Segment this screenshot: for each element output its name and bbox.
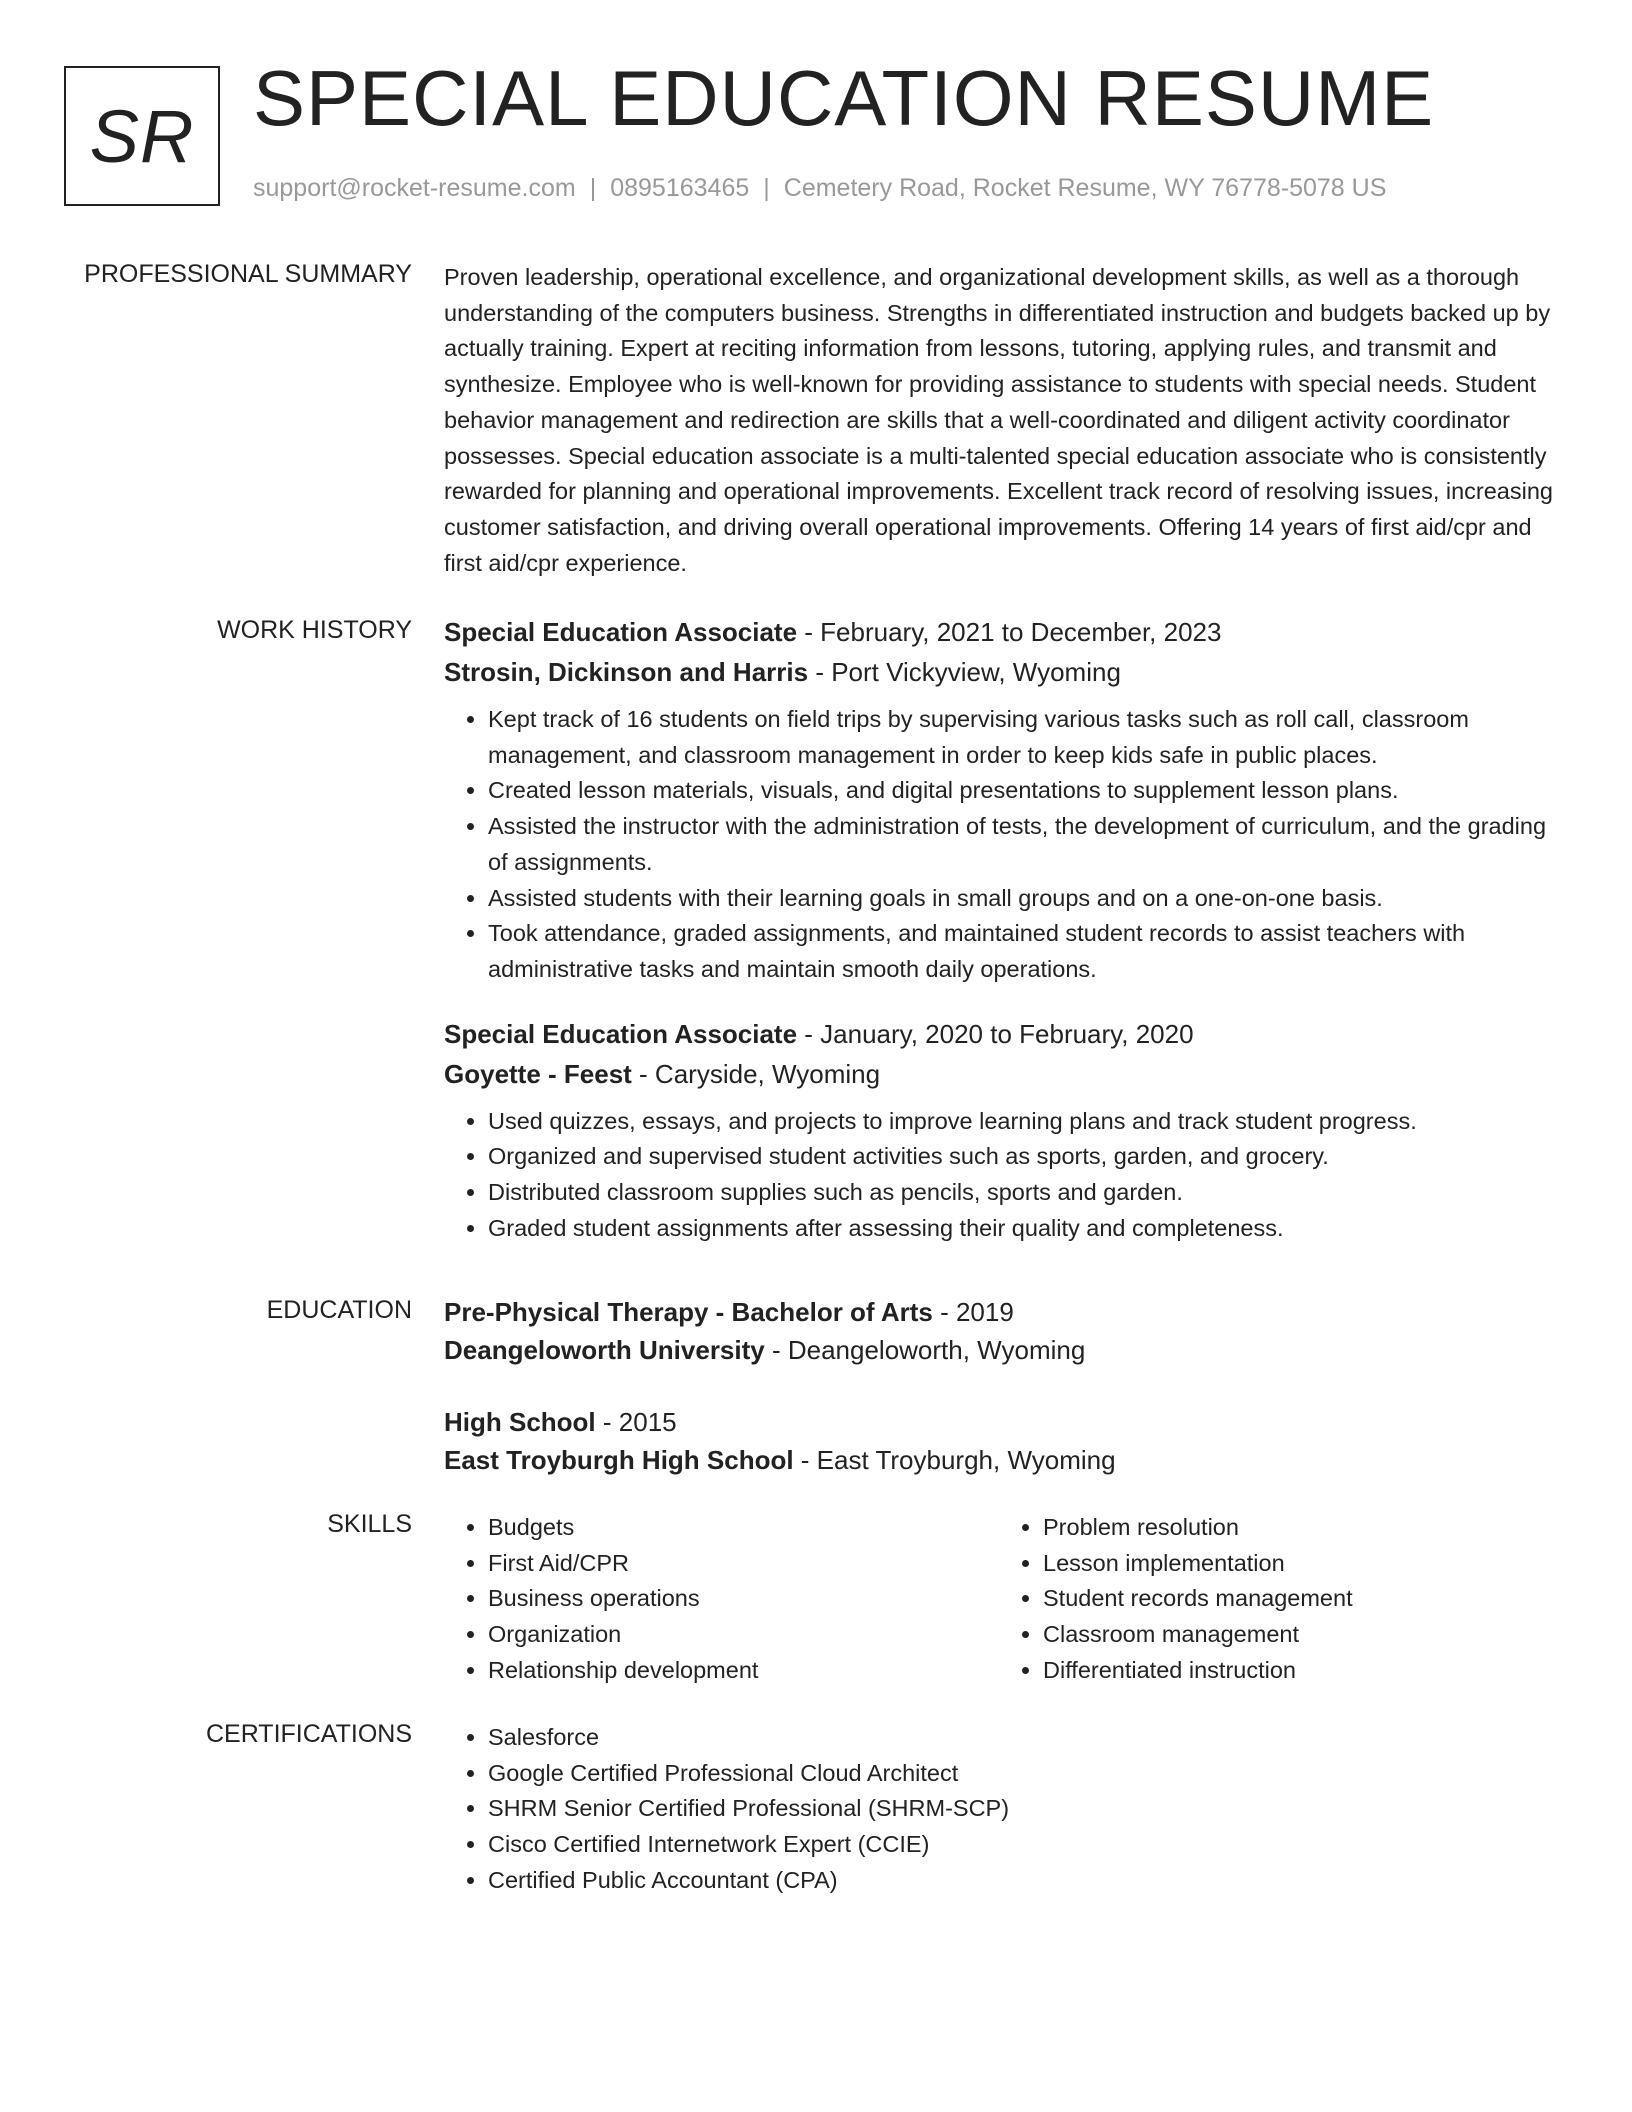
education-entry	[444, 1293, 1554, 1369]
job-company-line	[444, 652, 1554, 692]
job-bullet: • Distributed classroom supplies such as pencils, sports and garden.	[488, 1175, 1554, 1211]
education-school: East Troyburgh High School	[444, 1445, 794, 1475]
job-bullet: • Kept track of 16 students on field trips by supervising various tasks such as roll call, classroom management, and classroom management in order to keep kids safe in public places.	[488, 702, 1554, 773]
education-entry	[444, 1403, 1554, 1479]
job-entry	[444, 1014, 1554, 1247]
job-company-line	[444, 1054, 1554, 1094]
job-location: - Caryside, Wyoming	[631, 1058, 881, 1089]
certification-item: • Certified Public Accountant (CPA)	[488, 1863, 1554, 1899]
contact-email[interactable]: support@rocket-resume.com	[253, 174, 576, 202]
education-school-line	[444, 1441, 1554, 1479]
skill-item: • Differentiated instruction	[1043, 1653, 1554, 1689]
skill-item: • Lesson implementation	[1043, 1546, 1554, 1582]
education-degree: High School	[444, 1407, 596, 1437]
job-bullets	[444, 1104, 1554, 1247]
section-label-skills: SKILLS	[327, 1510, 412, 1538]
education-degree-line	[444, 1403, 1554, 1441]
job-title: Special Education Associate	[444, 617, 798, 647]
section-label-education: EDUCATION	[266, 1296, 412, 1324]
job-dates: - January, 2020 to February, 2020	[797, 1018, 1194, 1049]
contact-phone[interactable]: 0895163465	[610, 174, 750, 202]
certification-item: • Google Certified Professional Cloud Architect	[488, 1756, 1554, 1792]
job-bullet: • Organized and supervised student activities such as sports, garden, and grocery.	[488, 1139, 1554, 1175]
section-label-work: WORK HISTORY	[217, 616, 412, 644]
monogram-box	[64, 66, 220, 206]
certification-item: • SHRM Senior Certified Professional (SHRM-SCP)	[488, 1791, 1554, 1827]
job-bullet: • Took attendance, graded assignments, and maintained student records to assist teachers with administrative tasks and maintain smooth daily operations.	[488, 916, 1554, 987]
contact-separator: |	[763, 174, 770, 202]
section-label-certifications: CERTIFICATIONS	[205, 1720, 412, 1748]
skills-column-right	[999, 1510, 1554, 1689]
education-location: - Deangeloworth, Wyoming	[764, 1335, 1086, 1365]
jobs-list	[444, 612, 1554, 1272]
skill-item: • Relationship development	[488, 1653, 999, 1689]
skill-item: • Classroom management	[1043, 1617, 1554, 1653]
job-location: - Port Vickyview, Wyoming	[808, 657, 1121, 687]
job-entry	[444, 612, 1554, 988]
job-title: Special Education Associate	[444, 1018, 798, 1049]
summary-text: Proven leadership, operational excellence, and organizational development skills, as well as a thorough understanding of the computers business. Strengths in differentiated instruction and budgets backed up by actually training. Expert at reciting information from lessons, tutoring, applying rules, and transmit and synthesize. Employee who is well-known for providing assistance to students with special needs. Student behavior management and redirection are skills that a well-coordinated and diligent activity coordinator possesses. Special education associate is a multi-talented special education associate who is consistently rewarded for planning and operational improvements. Excellent track record of resolving issues, increasing customer satisfaction, and driving overall operational improvements. Offering 14 years of first aid/cpr and first aid/cpr experience.	[444, 264, 1553, 576]
job-dates: - February, 2021 to December, 2023	[797, 617, 1222, 647]
contact-separator: |	[589, 174, 597, 202]
job-bullets	[444, 702, 1554, 988]
certification-item: • Salesforce	[488, 1720, 1554, 1756]
education-location: - East Troyburgh, Wyoming	[793, 1445, 1116, 1475]
education-school: Deangeloworth University	[444, 1335, 765, 1365]
resume-title: SPECIAL EDUCATION RESUME	[253, 54, 1435, 142]
section-label-summary: PROFESSIONAL SUMMARY	[84, 260, 412, 288]
certifications-list	[444, 1720, 1554, 1899]
job-bullet: • Used quizzes, essays, and projects to improve learning plans and track student progress.	[488, 1104, 1554, 1140]
job-company: Strosin, Dickinson and Harris	[444, 657, 809, 687]
job-company: Goyette - Feest	[444, 1058, 632, 1089]
job-bullet: • Assisted the instructor with the administration of tests, the development of curriculum, and the grading of assignments.	[488, 809, 1554, 880]
education-year: - 2019	[932, 1297, 1014, 1327]
contact-address: Cemetery Road, Rocket Resume, WY 76778-5078 US	[783, 174, 1387, 202]
skills-grid	[444, 1510, 1554, 1689]
education-degree: Pre-Physical Therapy - Bachelor of Arts	[444, 1297, 933, 1327]
job-title-line	[444, 612, 1554, 652]
job-bullet: • Assisted students with their learning goals in small groups and on a one-on-one basis.	[488, 881, 1554, 917]
skill-item: • Student records management	[1043, 1581, 1554, 1617]
skills-column-left	[444, 1510, 999, 1689]
skill-item: • First Aid/CPR	[488, 1546, 999, 1582]
skill-item: • Budgets	[488, 1510, 999, 1546]
monogram-initials: SR	[89, 94, 195, 178]
education-list	[444, 1293, 1554, 1513]
education-degree-line	[444, 1293, 1554, 1331]
contact-line	[253, 174, 1386, 203]
job-bullet: • Created lesson materials, visuals, and digital presentations to supplement lesson plans.	[488, 773, 1554, 809]
skill-item: • Problem resolution	[1043, 1510, 1554, 1546]
job-bullet: • Graded student assignments after assessing their quality and completeness.	[488, 1211, 1554, 1247]
education-school-line	[444, 1331, 1554, 1369]
education-year: - 2015	[595, 1407, 677, 1437]
skill-item: • Business operations	[488, 1581, 999, 1617]
job-title-line	[444, 1014, 1554, 1054]
certification-item: • Cisco Certified Internetwork Expert (CCIE)	[488, 1827, 1554, 1863]
skill-item: • Organization	[488, 1617, 999, 1653]
